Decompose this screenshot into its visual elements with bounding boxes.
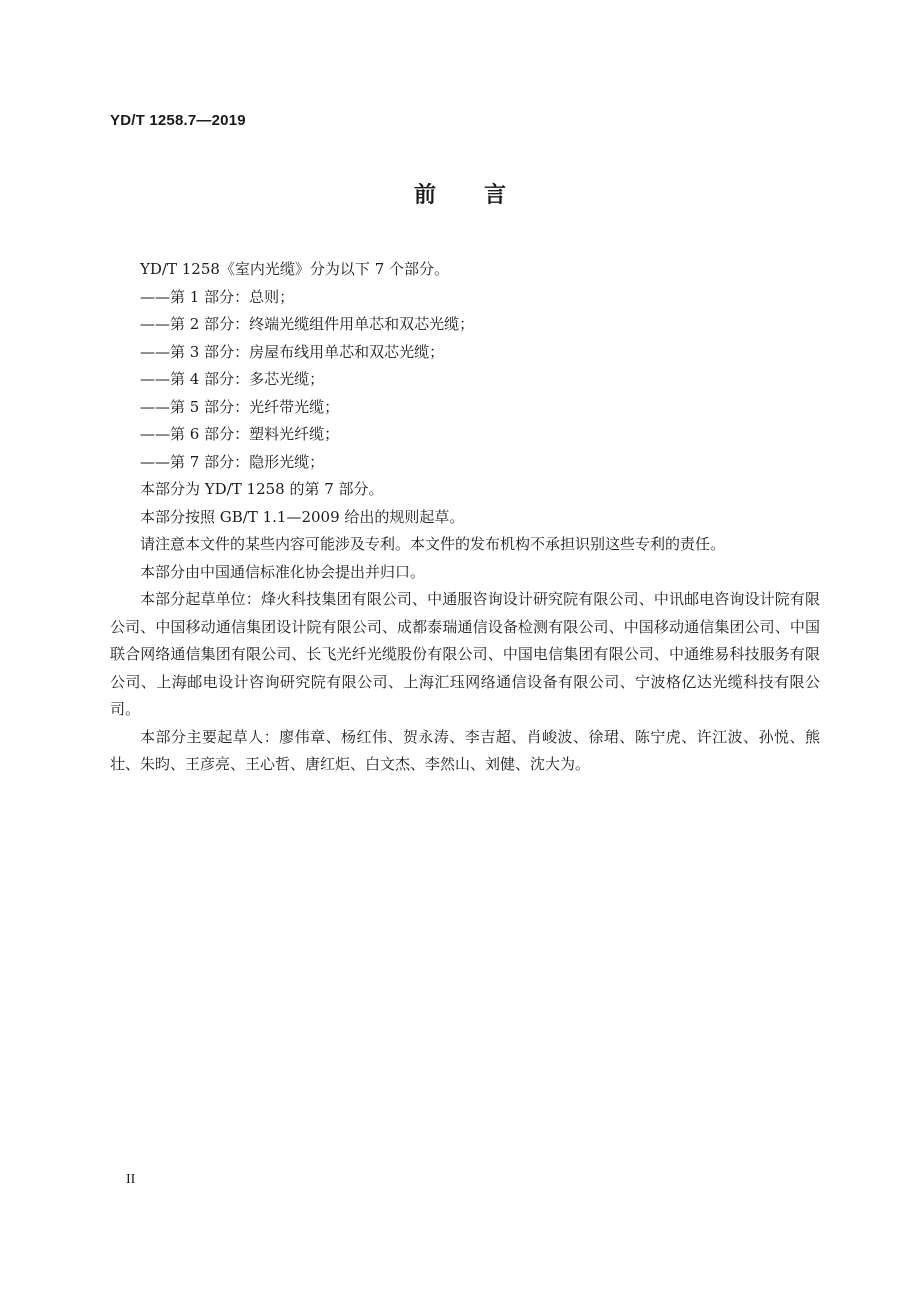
part-list-item: ——第 3 部分：房屋布线用单芯和双芯光缆； <box>140 342 445 361</box>
main-drafters: 本部分主要起草人：廖伟章、杨红伟、贺永涛、李吉超、肖峻波、徐珺、陈宁虎、许江波、孙悦、熊壮、朱昀、王彦亮、王心哲、唐红炬、白文杰、李然山、刘健、沈大为。 <box>110 727 820 773</box>
title-char-2: 言 <box>484 183 507 208</box>
proposer-statement: 本部分由中国通信标准化协会提出并归口。 <box>140 562 426 581</box>
patent-notice: 请注意本文件的某些内容可能涉及专利。本文件的发布机构不承担识别这些专利的责任。 <box>140 535 726 553</box>
part-statement: 本部分为 YD/T 1258 的第 7 部分。 <box>140 480 384 498</box>
part-list-item: ——第 4 部分：多芯光缆； <box>140 370 325 388</box>
foreword-body <box>110 256 820 779</box>
part-list-item: ——第 1 部分：总则； <box>140 287 295 306</box>
part-list-item: ——第 7 部分：隐形光缆； <box>140 452 325 471</box>
part-list-item: ——第 5 部分：光纤带光缆； <box>140 397 340 416</box>
drafting-rules: 本部分按照 GB/T 1.1—2009 给出的规则起草。 <box>140 507 465 526</box>
intro-paragraph: YD/T 1258《室内光缆》分为以下 7 个部分。 <box>140 260 450 278</box>
standard-number: YD/T 1258.7—2019 <box>110 112 246 129</box>
drafting-organizations: 本部分起草单位：烽火科技集团有限公司、中通服咨询设计研究院有限公司、中讯邮电咨询设计院有限公司、中国移动通信集团设计院有限公司、成都泰瑞通信设备检测有限公司、中国移动通信集团公司、中国联合网络通信集团有限公司、长飞光纤光缆股份有限公司、中国电信集团有限公司、中通维易科技服务有限公司、上海邮电设计咨询研究院有限公司、上海汇珏网络通信设备有限公司、宁波格亿达光缆科技有限公司。 <box>110 590 820 718</box>
page-number: II <box>126 1172 136 1187</box>
part-list-item: ——第 2 部分：终端光缆组件用单芯和双芯光缆； <box>140 315 475 333</box>
title-char-1: 前 <box>413 183 436 208</box>
page-title <box>0 178 920 209</box>
part-list-item: ——第 6 部分：塑料光纤缆； <box>140 425 340 443</box>
